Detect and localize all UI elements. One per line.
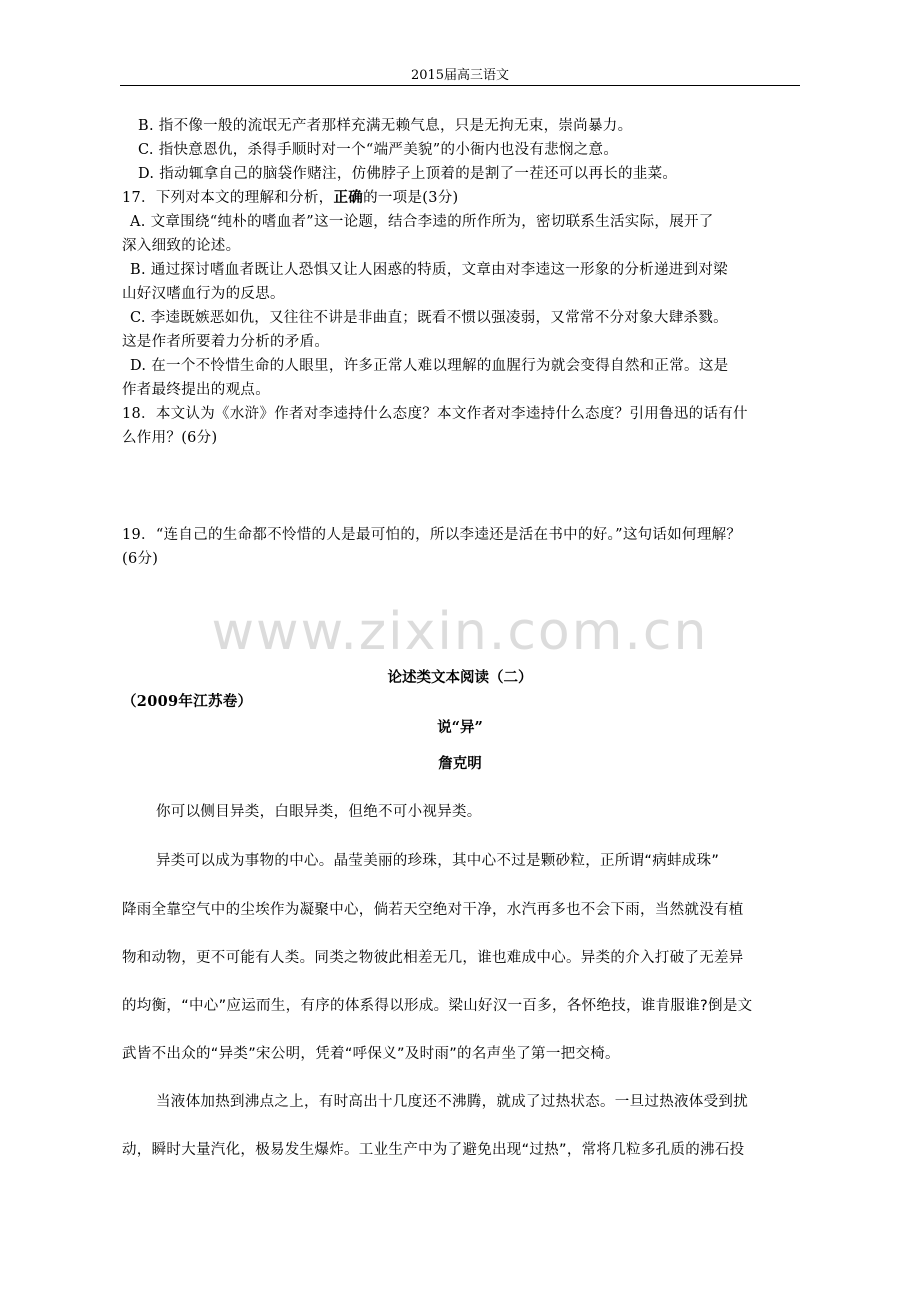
q16-option-b: B. 指不像一般的流氓无产者那样充满无赖气息，只是无拘无束，崇尚暴力。 <box>138 118 633 134</box>
q17-stem-prefix: 17．下列对本文的理解和分析， <box>122 190 334 206</box>
body-paragraph-line: 你可以侧目异类，白眼异类，但绝不可小视异类。 <box>156 804 482 820</box>
section-source: （2009年江苏卷） <box>122 693 253 710</box>
q19-line1: 19．“连自己的生命都不怜惜的人是最可怕的，所以李逵还是活在书中的好。”这句话如何理解？ <box>122 527 742 543</box>
body-paragraph-line: 动，瞬时大量汽化，极易发生爆炸。工业生产中为了避免出现“过热”，常将几粒多孔质的沸石投 <box>122 1142 745 1158</box>
q17-stem-emphasis: 正确 <box>333 189 364 206</box>
q18-line2: 么作用？(6分) <box>122 430 218 446</box>
header-divider <box>120 85 800 86</box>
q16-option-c: C. 指快意恩仇，杀得手顺时对一个“端严美貌”的小衙内也没有悲悯之意。 <box>138 142 619 158</box>
q19-line2: (6分) <box>122 551 159 567</box>
q17-stem <box>122 186 459 207</box>
q16-option-d: D. 指动辄拿自己的脑袋作赌注，仿佛脖子上顶着的是割了一茬还可以再长的韭菜。 <box>138 166 678 182</box>
body-paragraph-line: 物和动物，更不可能有人类。同类之物彼此相差无几，谁也难成中心。异类的介入打破了无差异 <box>122 950 744 966</box>
q17-option-b-line2: 山好汉嗜血行为的反思。 <box>122 286 285 302</box>
body-paragraph-line: 降雨全靠空气中的尘埃作为凝聚中心，倘若天空绝对干净，水汽再多也不会下雨，当然就没有植 <box>122 902 744 918</box>
body-paragraph-line: 当液体加热到沸点之上，有时高出十几度还不沸腾，就成了过热状态。一旦过热液体受到扰 <box>156 1094 748 1110</box>
watermark: www.zixin.com.cn <box>211 602 709 662</box>
q18-line1: 18．本文认为《水浒》作者对李逵持什么态度？本文作者对李逵持什么态度？引用鲁迅的话有什 <box>122 406 748 422</box>
section-title: 论述类文本阅读（二） <box>387 669 533 686</box>
article-author: 詹克明 <box>438 755 482 772</box>
q17-option-c-line1: C. 李逵既嫉恶如仇，又往往不讲是非曲直；既看不惯以强凌弱，又常常不分对象大肆杀戮。 <box>130 310 728 326</box>
q17-stem-suffix: 的一项是(3分) <box>363 190 459 206</box>
body-paragraph-line: 武皆不出众的“异类”宋公明，凭着“呼保义”及时雨”的名声坐了第一把交椅。 <box>122 1046 620 1062</box>
page-header: 2015届高三语文 <box>410 68 510 83</box>
q17-option-d-line2: 作者最终提出的观点。 <box>122 382 270 398</box>
body-paragraph-line: 的均衡，“中心”应运而生，有序的体系得以形成。梁山好汉一百多，各怀绝技，谁肯服谁?倒是文 <box>122 998 753 1014</box>
q17-option-a-line1: A. 文章围绕“纯朴的嗜血者”这一论题，结合李逵的所作所为，密切联系生活实际，展开了 <box>130 214 714 230</box>
q17-option-c-line2: 这是作者所要着力分析的矛盾。 <box>122 334 330 350</box>
q17-option-a-line2: 深入细致的论述。 <box>122 238 241 254</box>
q17-option-b-line1: B. 通过探讨嗜血者既让人恐惧又让人困惑的特质，文章由对李逵这一形象的分析递进到对梁 <box>130 262 728 278</box>
q17-option-d-line1: D. 在一个不怜惜生命的人眼里，许多正常人难以理解的血腥行为就会变得自然和正常。这是 <box>130 358 729 374</box>
article-title: 说“异” <box>437 719 483 736</box>
body-paragraph-line: 异类可以成为事物的中心。晶莹美丽的珍珠，其中心不过是颗砂粒，正所谓“病蚌成珠” <box>156 853 720 869</box>
